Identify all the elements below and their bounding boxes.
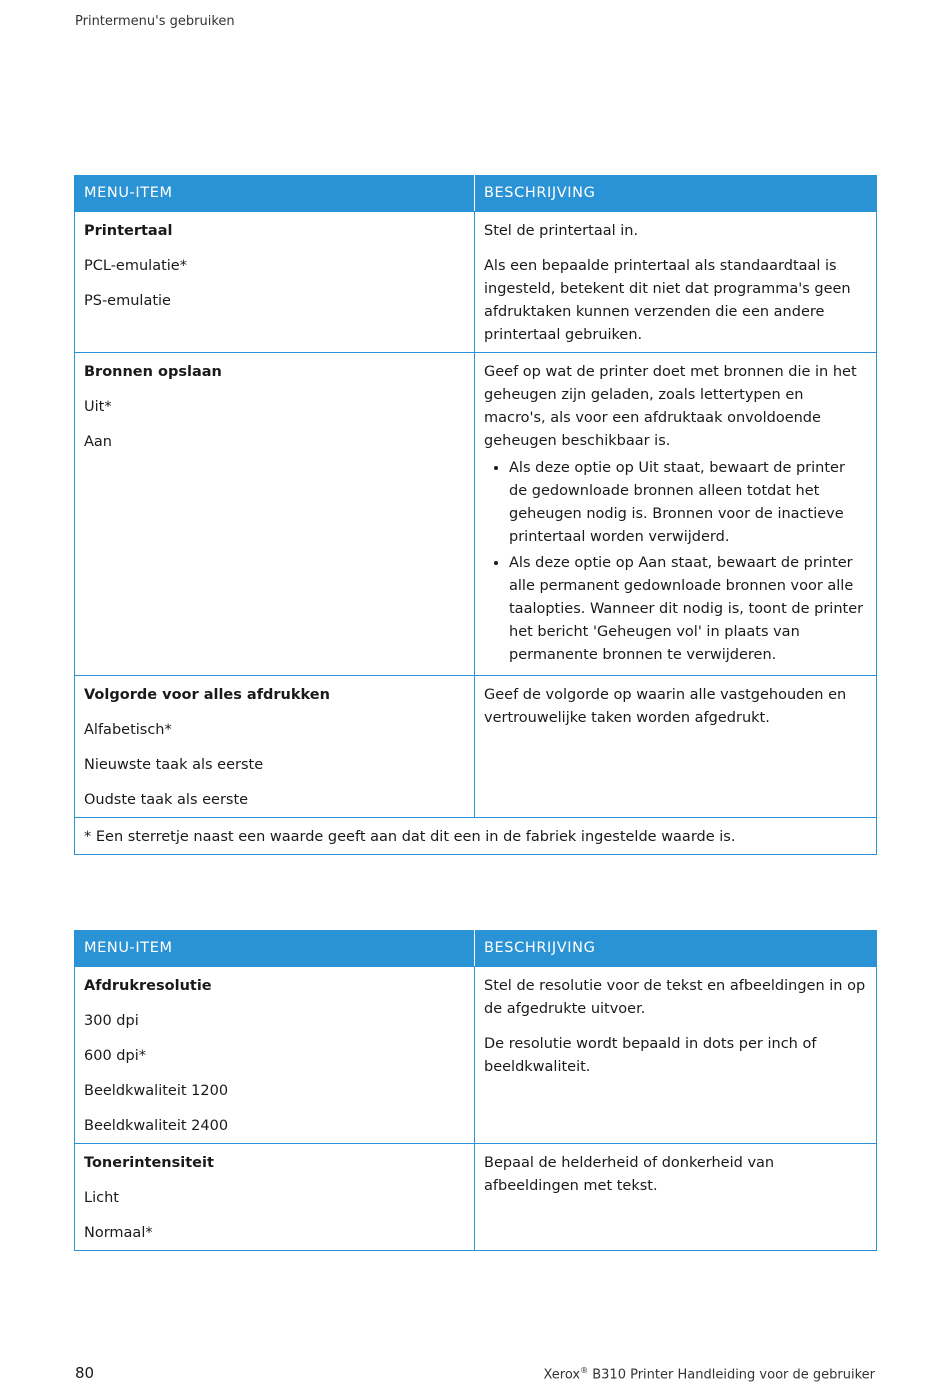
menu-option: Beeldkwaliteit 1200 <box>84 1083 229 1099</box>
description-cell <box>475 676 877 818</box>
page-number: 80 <box>75 1364 95 1382</box>
table-row <box>75 676 877 818</box>
menu-table-2 <box>74 930 877 1251</box>
menu-option: Licht <box>84 1190 119 1206</box>
column-header-description: BESCHRIJVING <box>475 931 877 967</box>
description-paragraph: Stel de printertaal in. <box>484 223 639 239</box>
table-header-row <box>75 176 877 212</box>
menu-item-title: Afdrukresolutie <box>84 978 212 994</box>
description-paragraph: Geef de volgorde op waarin alle vastgehouden en vertrouwelijke taken worden afgedrukt. <box>484 687 847 726</box>
description-cell <box>475 212 877 353</box>
description-paragraph: De resolutie wordt bepaald in dots per inch of beeldkwaliteit. <box>484 1036 817 1075</box>
description-paragraph: Geef op wat de printer doet met bronnen die in het geheugen zijn geladen, zoals lettertypen en macro's, als voor een afdruktaak onvoldoende geheugen beschikbaar is. <box>484 364 857 449</box>
menu-option: Nieuwste taak als eerste <box>84 757 264 773</box>
description-cell <box>475 967 877 1144</box>
menu-option: Uit* <box>84 399 112 415</box>
column-header-menu-item: MENU-ITEM <box>75 931 475 967</box>
running-head: Printermenu's gebruiken <box>75 14 235 29</box>
menu-option: Beeldkwaliteit 2400 <box>84 1118 229 1134</box>
menu-item-title: Volgorde voor alles afdrukken <box>84 687 330 703</box>
menu-option: 300 dpi <box>84 1013 139 1029</box>
table-row <box>75 212 877 353</box>
menu-item-cell <box>75 212 475 353</box>
column-header-description: BESCHRIJVING <box>475 176 877 212</box>
table-row <box>75 353 877 676</box>
table-row <box>75 967 877 1144</box>
menu-item-cell <box>75 1144 475 1251</box>
menu-option: PCL-emulatie* <box>84 258 187 274</box>
description-cell <box>475 353 877 676</box>
footer-title <box>543 1366 875 1382</box>
menu-item-cell <box>75 967 475 1144</box>
menu-option: Aan <box>84 434 112 450</box>
registered-mark: ® <box>580 1366 589 1375</box>
menu-option: 600 dpi* <box>84 1048 146 1064</box>
column-header-menu-item: MENU-ITEM <box>75 176 475 212</box>
description-paragraph: Bepaal de helderheid of donkerheid van afbeeldingen met tekst. <box>484 1155 775 1194</box>
footnote: * Een sterretje naast een waarde geeft aan dat dit een in de fabriek ingestelde waarde is. <box>75 818 877 855</box>
footer-brand: Xerox <box>543 1367 581 1383</box>
table-header-row <box>75 931 877 967</box>
menu-item-title: Tonerintensiteit <box>84 1155 214 1171</box>
menu-option: Oudste taak als eerste <box>84 792 249 808</box>
description-paragraph: Als een bepaalde printertaal als standaardtaal is ingesteld, betekent dit niet dat programma's geen afdruktaken kunnen verzenden die een andere printertaal gebruiken. <box>484 258 851 343</box>
menu-option: PS-emulatie <box>84 293 171 309</box>
menu-item-title: Bronnen opslaan <box>84 364 222 380</box>
menu-table-1 <box>74 175 877 855</box>
bullet-item: • Als deze optie op Uit staat, bewaart de printer de gedownloade bronnen alleen totdat het geheugen nodig is. Bronnen voor de inactieve printertaal worden verwijderd. <box>509 457 867 549</box>
description-paragraph: Stel de resolutie voor de tekst en afbeeldingen in op de afgedrukte uitvoer. <box>484 978 866 1017</box>
menu-item-cell <box>75 353 475 676</box>
bullet-item: • Als deze optie op Aan staat, bewaart de printer alle permanent gedownloade bronnen voor alle taalopties. Wanneer dit nodig is, toont de printer het bericht 'Geheugen vol' in plaats van permanente bronnen te verwijderen. <box>509 552 867 667</box>
table-row <box>75 1144 877 1251</box>
description-cell <box>475 1144 877 1251</box>
menu-item-title: Printertaal <box>84 223 173 239</box>
menu-item-cell <box>75 676 475 818</box>
menu-option: Alfabetisch* <box>84 722 172 738</box>
footnote-row <box>75 818 877 855</box>
footer-product-text: B310 Printer Handleiding voor de gebruiker <box>588 1367 875 1383</box>
bullet-list <box>484 457 867 667</box>
menu-option: Normaal* <box>84 1225 153 1241</box>
